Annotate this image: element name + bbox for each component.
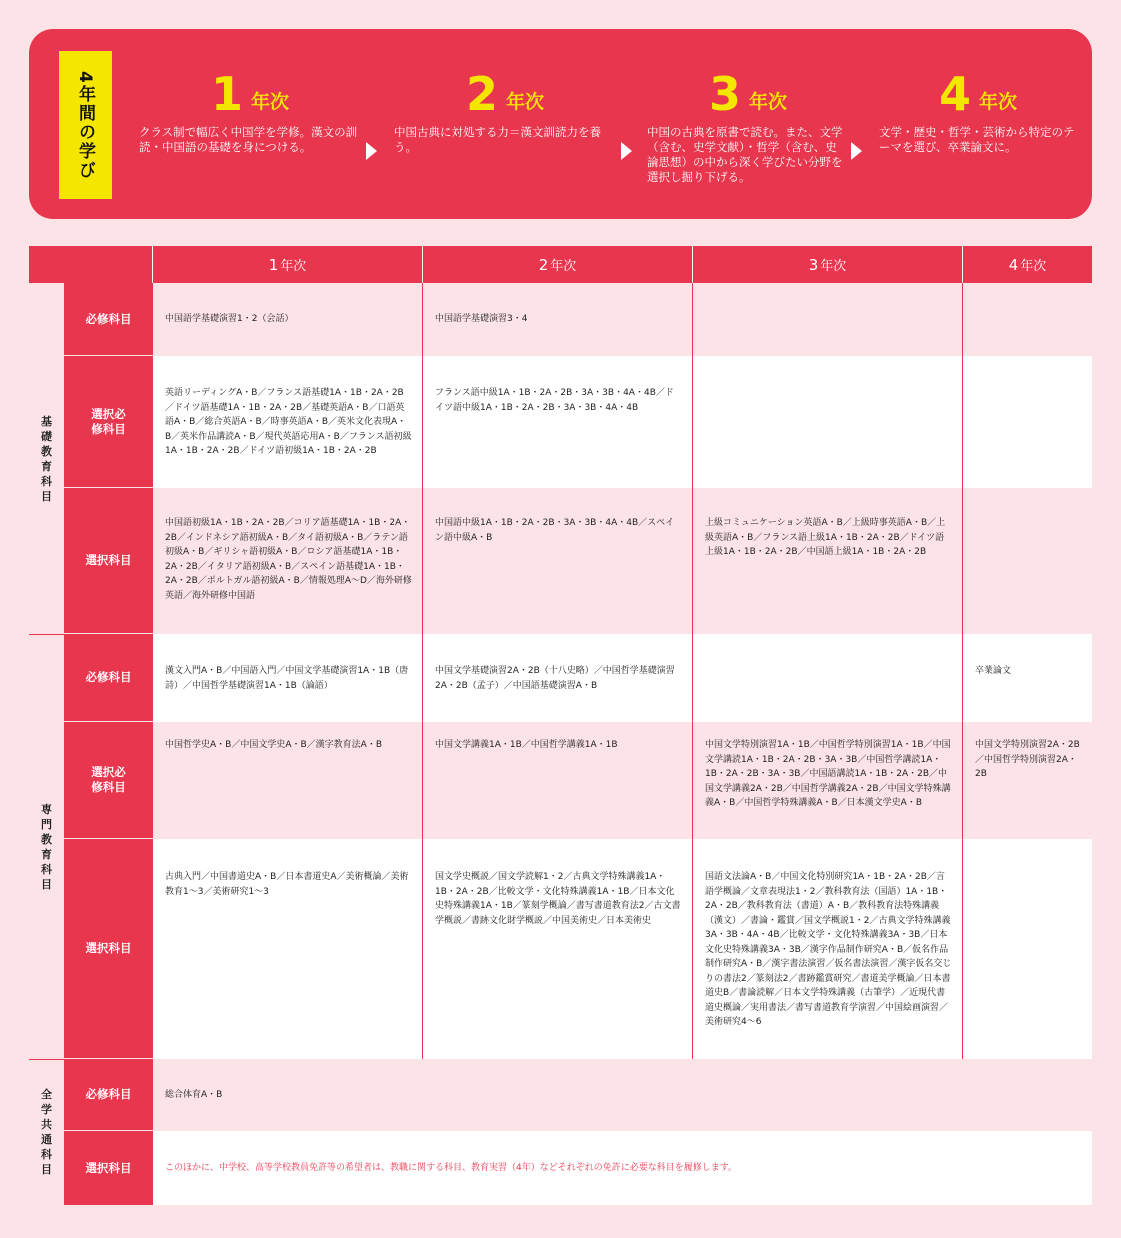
- step-unit: 年次: [979, 91, 1018, 113]
- table-cell: 上級コミュニケーション英語A・B／上級時事英語A・B／上級英語A・B／フランス語上級1A・1B・2A・2B／ドイツ語上級1A・1B・2A・2B／中国語上級1A・1B・2A・2B: [705, 518, 946, 557]
- header-year-2: [423, 246, 692, 283]
- row-label: 必修科目: [64, 283, 153, 356]
- table-cell: 総合体育A・B: [165, 1090, 223, 1100]
- column-divider: [422, 283, 423, 1059]
- header-year-3: [693, 246, 962, 283]
- header-divider: [962, 246, 963, 283]
- step-number: 2: [466, 67, 499, 121]
- header-year-unit: 年次: [280, 259, 307, 274]
- table-cell: 国語文法論A・B／中国文化特別研究1A・1B・2A・2B／言語学概論／文章表現法1・2／教科教育法（国語）1A・1B・2A・2B／教科教育法（書道）A・B／教科教育法特殊講義（漢文）／書論・鑑賞／国文学概説1・2／古典文学特殊講義3A・3B・4A・4B／比較文学・文化特殊講義3A・3B／日本文化史特殊講義3A・3B／漢字作品制作研究A・B／仮名作品制作研究A・B／漢字書法演習／仮名書法演習／漢字仮名交じりの書法2／篆刻法2／書跡鑑賞研究／書道美学概論／日本書道史B／書論読解／日本文学特殊講義（古筆学）／近現代書道史概論／実用書法／書写書道教育学演習／中国絵画演習／美術研究4～6: [705, 872, 952, 1027]
- row-label: 選択科目: [64, 839, 153, 1059]
- table-cell: 漢文入門A・B／中国語入門／中国文学基礎演習1A・1B（唐詩）／中国哲学基礎演習1A・1B（論語）: [165, 666, 409, 691]
- header-year-1: [153, 246, 422, 283]
- row-label: 必修科目: [64, 634, 153, 722]
- header-year-unit: 年次: [1020, 259, 1047, 274]
- row-label: 選択科目: [64, 1131, 153, 1205]
- group-basic-education: [29, 283, 64, 634]
- header-year-4: [963, 246, 1092, 283]
- table-cell: 古典入門／中国書道史A・B／日本書道史A／美術概論／美術教育1～3／美術研究1～3: [165, 872, 409, 897]
- year-4-step: [879, 69, 1079, 155]
- learning-overview-banner: [29, 29, 1092, 219]
- table-cell: フランス語中級1A・1B・2A・2B・3A・3B・4A・4B／ドイツ語中級1A・1B・2A・2B・3A・3B・4A・4B: [435, 388, 674, 413]
- arrow-right-icon: [851, 142, 862, 160]
- arrow-right-icon: [366, 142, 377, 160]
- group-label: 基礎教育科目: [41, 414, 52, 503]
- badge-label: 4年間の学び: [75, 70, 95, 180]
- table-cell: 中国文学基礎演習2A・2B（十八史略）／中国哲学基礎演習2A・2B（孟子）／中国語基礎演習A・B: [435, 666, 675, 691]
- group-specialized-education: [29, 634, 64, 1059]
- header-corner: [29, 246, 153, 283]
- header-year-number: 3: [808, 255, 819, 274]
- group-university-common: [29, 1059, 64, 1205]
- group-divider: [29, 634, 64, 635]
- step-description: クラス制で幅広く中国学を学修。漢文の訓読・中国語の基礎を身につける。: [139, 125, 358, 154]
- table-cell: 中国語初級1A・1B・2A・2B／コリア語基礎1A・1B・2A・2B／インドネシア語初級A・B／タイ語初級A・B／ラテン語初級A・B／ギリシャ語初級A・B／ロシア語基礎1A・1B・2A・2B／イタリア語初級A・B／スペイン語基礎1A・1B・2A・2B／ポルトガル語初級A・B／情報処理A～D／海外研修英語／海外研修中国語: [165, 518, 412, 601]
- table-note: このほかに、中学校、高等学校教員免許等の希望者は、教職に関する科目、教育実習（4年）などそれぞれの免許に必要な科目を履修します。: [165, 1163, 738, 1173]
- header-year-unit: 年次: [820, 259, 847, 274]
- table-cell: 中国哲学史A・B／中国文学史A・B／漢字教育法A・B: [165, 740, 382, 750]
- column-divider: [692, 283, 693, 1059]
- group-divider: [29, 1059, 64, 1060]
- group-label: 専門教育科目: [41, 802, 52, 891]
- table-cell: 中国文学特別演習1A・1B／中国哲学特別演習1A・1B／中国文学講読1A・1B・2A・2B・3A・3B／中国哲学講読1A・1B・2A・2B・3A・3B／中国語講読1A・1B・2A・2B／中国文学講義2A・2B／中国哲学講義2A・2B／中国文学特殊講義A・B／中国哲学特殊講義A・B／日本漢文学史A・B: [705, 740, 951, 808]
- header-year-number: 4: [1008, 255, 1019, 274]
- step-number: 4: [939, 67, 972, 121]
- row-label: 選択必修科目: [64, 356, 153, 488]
- table-cell: 中国語学基礎演習3・4: [435, 314, 528, 324]
- table-cell: 国文学史概説／国文学読解1・2／古典文学特殊講義1A・1B・2A・2B／比較文学・文化特殊講義1A・1B／日本文化史特殊講義1A・1B／篆刻学概論／書写書道教育法2／古文書学概説／書跡文化財学概説／中国美術史／日本美術史: [435, 872, 681, 926]
- year-2-step: [394, 69, 614, 155]
- year-1-step: [139, 69, 359, 155]
- step-unit: 年次: [251, 91, 290, 113]
- table-cell: 中国文学特別演習2A・2B／中国哲学特別演習2A・2B: [975, 740, 1080, 779]
- year-3-step: [647, 69, 845, 185]
- table-cell: 卒業論文: [975, 666, 1012, 676]
- table-cell: 中国語中級1A・1B・2A・2B・3A・3B・4A・4B／スペイン語中級A・B: [435, 518, 675, 543]
- header-year-unit: 年次: [550, 259, 577, 274]
- table-cell: 中国語学基礎演習1・2（会話）: [165, 314, 294, 324]
- column-divider: [962, 283, 963, 1059]
- four-years-badge: [59, 51, 112, 199]
- row-label: 必修科目: [64, 1059, 153, 1131]
- header-divider: [152, 246, 153, 283]
- table-cell: 中国文学講義1A・1B／中国哲学講義1A・1B: [435, 740, 618, 750]
- step-number: 1: [211, 67, 244, 121]
- group-label: 全学共通科目: [41, 1088, 52, 1176]
- arrow-right-icon: [621, 142, 632, 160]
- step-unit: 年次: [506, 91, 545, 113]
- step-description: 中国の古典を原書で読む。また、文学（含む、史学文献）・哲学（含む、史論思想）の中から深く学びたい分野を選択し掘り下げる。: [647, 125, 843, 184]
- step-unit: 年次: [749, 91, 788, 113]
- header-year-number: 2: [538, 255, 549, 274]
- table-cell: 英語リーディングA・B／フランス語基礎1A・1B・2A・2B／ドイツ語基礎1A・1B・2A・2B／基礎英語A・B／口語英語A・B／総合英語A・B／時事英語A・B／英米文化表現A・B／英米作品講読A・B／現代英語応用A・B／フランス語初級1A・1B・2A・2B／ドイツ語初級1A・1B・2A・2B: [165, 388, 412, 456]
- header-year-number: 1: [268, 255, 279, 274]
- row-label: 選択必修科目: [64, 722, 153, 839]
- step-description: 文学・歴史・哲学・芸術から特定のテーマを選び、卒業論文に。: [879, 125, 1075, 154]
- row-label: 選択科目: [64, 488, 153, 634]
- step-description: 中国古典に対処する力＝漢文訓読力を養う。: [394, 125, 601, 154]
- step-number: 3: [709, 67, 742, 121]
- header-divider: [692, 246, 693, 283]
- header-divider: [422, 246, 423, 283]
